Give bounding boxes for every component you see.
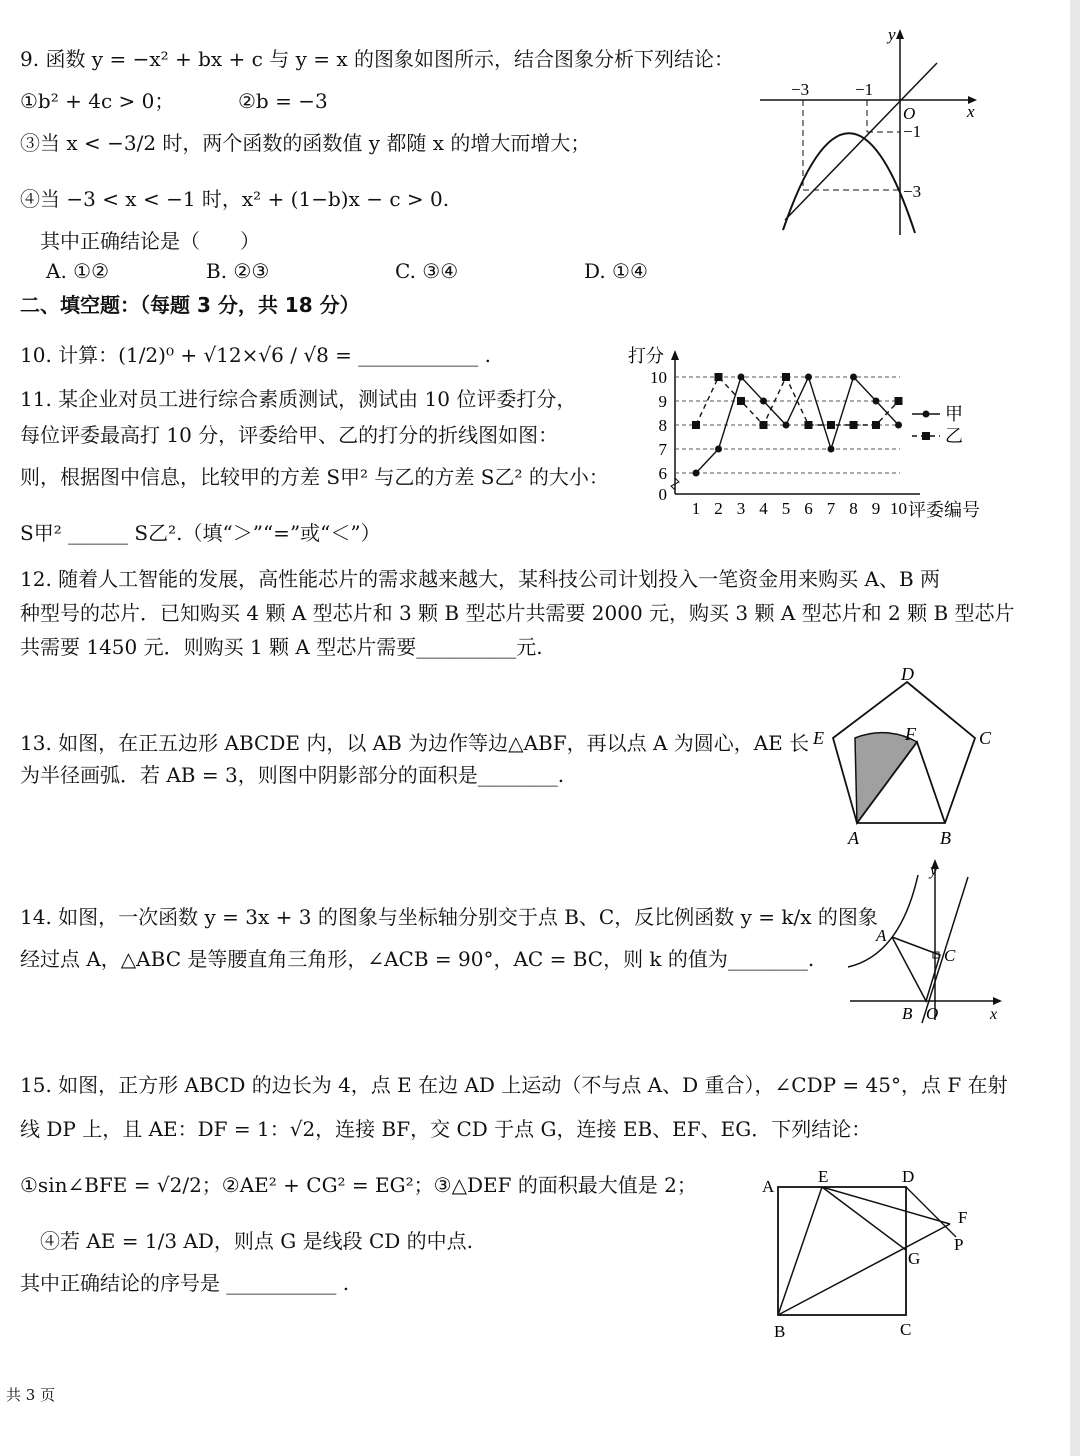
x-tick-label: 7 bbox=[826, 499, 836, 518]
q10-text: 10. 计算：(1/2)⁰ + √12×√6 / √8 = ____________ . bbox=[20, 343, 491, 367]
q15-line-4: ④若 AE = 1/3 AD，则点 G 是线段 CD 的中点. bbox=[40, 1229, 473, 1253]
q14-fig-a: A bbox=[876, 926, 887, 945]
y-tick-label: 0 bbox=[658, 485, 667, 504]
point-甲 bbox=[693, 470, 700, 477]
q15-label-f: F bbox=[958, 1208, 968, 1227]
point-乙 bbox=[715, 373, 723, 381]
point-乙 bbox=[692, 421, 700, 429]
q9-question: 其中正确结论是（ ） bbox=[40, 229, 260, 253]
q15-label-p: P bbox=[954, 1235, 964, 1254]
q15-line-3: ①sin∠BFE = √2/2；②AE² + CG² = EG²；③△DEF 的面积最大值是 2； bbox=[20, 1173, 697, 1197]
point-乙 bbox=[805, 421, 813, 429]
y-tick-label: 9 bbox=[658, 392, 667, 411]
q14-fig-c: C bbox=[944, 946, 956, 965]
point-甲 bbox=[805, 374, 812, 381]
point-甲 bbox=[828, 446, 835, 453]
q9-fig-n1: −1 bbox=[903, 122, 922, 141]
q9-option-a: A. ①② bbox=[46, 259, 110, 283]
y-tick-label: 7 bbox=[658, 440, 667, 459]
q13-line-1: 13. 如图，在正五边形 ABCDE 内，以 AB 为边作等边△ABF，再以点 A 为圆心，AE 长 bbox=[20, 731, 810, 755]
q9-statement-4: ④当 −3 < x < −1 时，x² + (1−b)x − c > 0. bbox=[20, 187, 450, 211]
point-乙 bbox=[760, 421, 768, 429]
q14-fig-x: x bbox=[990, 1006, 998, 1023]
q12-line-2: 种型号的芯片．已知购买 4 颗 A 型芯片和 3 颗 B 型芯片共需要 2000 元，购买 3 颗 A 型芯片和 2 颗 B 型芯片 bbox=[20, 601, 1015, 625]
q13-label-f: F bbox=[905, 724, 916, 744]
point-甲 bbox=[760, 398, 767, 405]
q9-fig-x: x bbox=[967, 102, 975, 121]
y-tick-label: 10 bbox=[650, 368, 667, 387]
q14-fig-y: y bbox=[930, 862, 938, 879]
point-甲 bbox=[715, 446, 722, 453]
q9-fig-n3: −3 bbox=[903, 182, 922, 201]
q9-statement-2: ②b = −3 bbox=[238, 89, 328, 113]
q11-line-2: 每位评委最高打 10 分，评委给甲、乙的打分的折线图如图： bbox=[20, 423, 559, 447]
x-tick-label: 5 bbox=[781, 499, 791, 518]
x-tick-label: 4 bbox=[759, 499, 768, 518]
q13-label-e: E bbox=[813, 728, 824, 748]
y-axis-arrow bbox=[671, 350, 679, 360]
q15-square-figure bbox=[760, 1160, 980, 1345]
q15-line-5: 其中正确结论的序号是 ___________ . bbox=[20, 1271, 350, 1295]
q15-label-e: E bbox=[818, 1167, 829, 1186]
q13-label-b: B bbox=[940, 828, 951, 848]
x-axis-title: 评委编号 bbox=[908, 500, 980, 520]
q15-label-c: C bbox=[900, 1320, 912, 1339]
point-乙 bbox=[737, 397, 745, 405]
point-甲 bbox=[895, 422, 902, 429]
x-tick-label: 10 bbox=[890, 499, 907, 518]
legend-marker-乙 bbox=[922, 432, 930, 440]
q13-label-d: D bbox=[901, 664, 914, 684]
section-2-title: 二、填空题：（每题 3 分，共 18 分） bbox=[20, 293, 360, 317]
q9-fig-m1: −1 bbox=[855, 80, 874, 99]
q9-figure bbox=[755, 25, 985, 240]
q13-line-2: 为半径画弧．若 AB = 3，则图中阴影部分的面积是________. bbox=[20, 763, 565, 787]
x-tick-label: 9 bbox=[871, 499, 881, 518]
legend-marker-甲 bbox=[923, 411, 930, 418]
point-乙 bbox=[872, 421, 880, 429]
q15-label-g: G bbox=[908, 1249, 921, 1268]
q11-line-4: S甲² ______ S乙².（填“＞”“=”或“＜”） bbox=[20, 521, 381, 545]
q15-line-2: 线 DP 上，且 AE：DF = 1：√2，连接 BF，交 CD 于点 G，连接 EB、EF、EG．下列结论： bbox=[20, 1117, 872, 1141]
q9-fig-o: O bbox=[903, 104, 916, 123]
point-乙 bbox=[827, 421, 835, 429]
y-tick-label: 8 bbox=[658, 416, 667, 435]
legend-label-乙: 乙 bbox=[945, 426, 963, 446]
q9-option-b: B. ②③ bbox=[206, 259, 270, 283]
point-乙 bbox=[895, 397, 903, 405]
q11-line-3: 则，根据图中信息，比较甲的方差 S甲² 与乙的方差 S乙² 的大小： bbox=[20, 465, 609, 489]
point-乙 bbox=[850, 421, 858, 429]
q12-line-1: 12. 随着人工智能的发展，高性能芯片的需求越来越大，某科技公司计划投入一笔资金用来购买 A、B 两 bbox=[20, 567, 941, 591]
page-edge-shadow bbox=[1070, 0, 1080, 1456]
point-甲 bbox=[738, 374, 745, 381]
q9-statement-3: ③当 x < −3/2 时，两个函数的函数值 y 都随 x 的增大而增大； bbox=[20, 131, 591, 155]
point-甲 bbox=[783, 422, 790, 429]
q9-fig-y: y bbox=[888, 25, 896, 44]
q12-line-3: 共需要 1450 元．则购买 1 颗 A 型芯片需要__________元. bbox=[20, 635, 543, 659]
q14-line-1: 14. 如图，一次函数 y = 3x + 3 的图象与坐标轴分别交于点 B、C，反比例函数 y = k/x 的图象 bbox=[20, 905, 878, 929]
q14-fig-o: O bbox=[926, 1004, 939, 1023]
point-甲 bbox=[873, 398, 880, 405]
x-tick-label: 1 bbox=[691, 499, 701, 518]
q13-label-a: A bbox=[848, 828, 859, 848]
x-tick-label: 3 bbox=[736, 499, 746, 518]
q13-pentagon-figure bbox=[805, 660, 1005, 850]
q15-line-1: 15. 如图，正方形 ABCD 的边长为 4，点 E 在边 AD 上运动（不与点 A、D 重合），∠CDP = 45°，点 F 在射 bbox=[20, 1073, 1008, 1097]
q14-figure bbox=[840, 855, 1010, 1025]
q9-fig-m3: −3 bbox=[791, 80, 810, 99]
q14-fig-b: B bbox=[902, 1004, 913, 1023]
q9-stem: 9. 函数 y = −x² + bx + c 与 y = x 的图象如图所示，结合图象分析下列结论： bbox=[20, 47, 734, 71]
q14-line-2: 经过点 A，△ABC 是等腰直角三角形，∠ACB = 90°，AC = BC，则 k 的值为________. bbox=[20, 947, 815, 971]
page-footer: 共 3 页 bbox=[6, 1386, 56, 1404]
x-tick-label: 2 bbox=[714, 499, 723, 518]
x-tick-label: 6 bbox=[804, 499, 813, 518]
x-tick-label: 8 bbox=[849, 499, 858, 518]
q9-option-d: D. ①④ bbox=[584, 259, 648, 283]
y-tick-label: 6 bbox=[658, 464, 667, 483]
q11-line-chart bbox=[620, 340, 1000, 530]
q11-line-1: 11. 某企业对员工进行综合素质测试，测试由 10 位评委打分， bbox=[20, 387, 577, 411]
q9-option-c: C. ③④ bbox=[395, 259, 459, 283]
point-甲 bbox=[850, 374, 857, 381]
point-乙 bbox=[782, 373, 790, 381]
q9-statement-1: ①b² + 4c > 0； bbox=[20, 89, 175, 113]
q15-label-a: A bbox=[762, 1177, 775, 1196]
q15-label-d: D bbox=[902, 1167, 915, 1186]
legend-label-甲: 甲 bbox=[945, 404, 963, 424]
y-axis-title: 打分 bbox=[628, 346, 664, 366]
q15-label-b: B bbox=[774, 1322, 786, 1341]
q13-label-c: C bbox=[979, 728, 992, 748]
